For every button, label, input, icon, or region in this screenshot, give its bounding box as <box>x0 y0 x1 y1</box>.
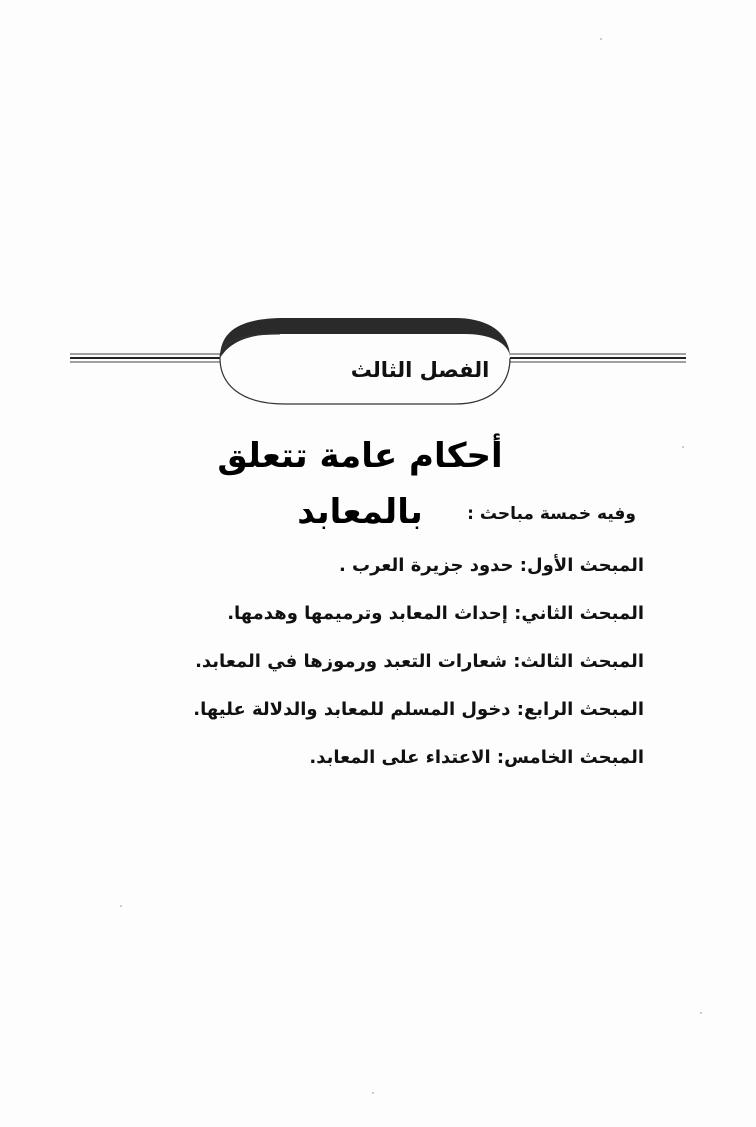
section-item: المبحث الرابع: دخول المسلم للمعابد والدلالة عليها. <box>193 699 644 720</box>
section-item: المبحث الخامس: الاعتداء على المعابد. <box>309 747 644 768</box>
scan-speck <box>372 1092 374 1094</box>
scan-speck <box>682 446 684 448</box>
scan-speck <box>120 905 122 907</box>
section-item: المبحث الأول: حدود جزيرة العرب . <box>338 555 644 576</box>
scan-speck <box>600 38 602 40</box>
page-title: أحكام عامة تتعلق بالمعابد <box>217 436 503 532</box>
chapter-banner <box>70 312 686 412</box>
section-list <box>124 542 644 782</box>
section-item: المبحث الثالث: شعارات التعبد ورموزها في المعابد. <box>195 651 644 672</box>
scan-speck <box>700 1012 702 1014</box>
chapter-label: الفصل الثالث <box>350 358 490 382</box>
section-item: المبحث الثاني: إحداث المعابد وترميمها وهدمها. <box>227 603 644 624</box>
intro-text: وفيه خمسة مباحث : <box>467 504 636 524</box>
